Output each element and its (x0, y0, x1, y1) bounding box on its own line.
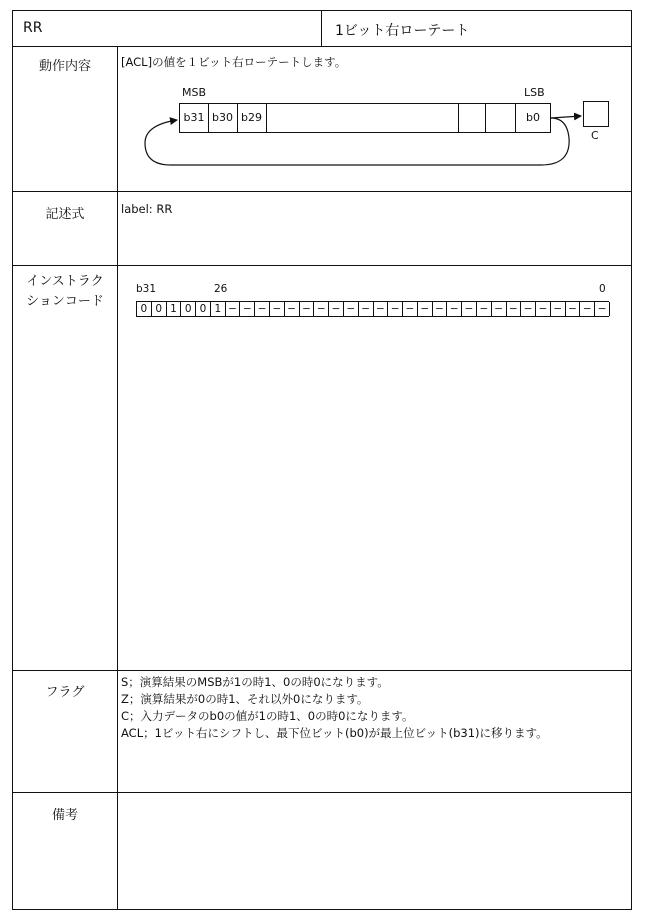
opcode-bit-cell: 0 (152, 302, 167, 316)
opcode-bit-cell: − (536, 302, 551, 316)
opcode-bit-cell: − (580, 302, 595, 316)
opcode-bit-cell: − (285, 302, 300, 316)
opcode-bit-cell: − (551, 302, 566, 316)
bit-label-b31: b31 (183, 111, 205, 124)
opcode-bit-cell: − (403, 302, 418, 316)
flag-z: Z；演算結果が0の時1、それ以外0になります。 (121, 692, 369, 706)
opcode-bit-cell: 0 (137, 302, 152, 316)
lsb-label: LSB (524, 86, 545, 99)
flags-list (121, 674, 548, 742)
opcode-bit-cell: − (521, 302, 536, 316)
opcode-bit-cell: − (344, 302, 359, 316)
opcode-bit-cell: − (359, 302, 374, 316)
opcode-bit-cell: − (595, 302, 610, 316)
header-bottom-rule (13, 46, 631, 47)
label-column-divider (117, 46, 118, 909)
syntax-label: 記述式 (45, 207, 85, 222)
marker-b31: b31 (136, 283, 157, 295)
carry-label: C (591, 129, 599, 142)
marker-0: 0 (599, 283, 606, 295)
flags-label: フラグ (45, 685, 85, 700)
syntax-bottom-rule (13, 265, 631, 266)
opcode-bit-cell: − (270, 302, 285, 316)
opcode-bit-cell: 1 (211, 302, 226, 316)
opcode-bit-cell: − (329, 302, 344, 316)
opcode-bit-cell: − (507, 302, 522, 316)
instruction-title: 1ビット右ローテート (335, 23, 470, 39)
mnemonic: RR (23, 20, 43, 36)
opcode-bit-cell: − (240, 302, 255, 316)
rotate-arrow-icon (131, 83, 621, 193)
instruction-label-line2: ションコード (26, 294, 104, 309)
instruction-bottom-rule (13, 670, 631, 671)
opcode-bit-cell: − (477, 302, 492, 316)
instruction-label-line1: インストラク (26, 274, 104, 289)
opcode-bit-cell: − (314, 302, 329, 316)
opcode-bit-cell: − (433, 302, 448, 316)
opcode-bit-cell: − (255, 302, 270, 316)
operation-description: [ACL]の値を１ビット右ローテートします。 (121, 55, 347, 69)
instruction-sheet (12, 10, 632, 910)
operation-bottom-rule (13, 191, 631, 192)
opcode-bit-cell: − (388, 302, 403, 316)
remarks-label: 備考 (51, 808, 78, 823)
bit-label-b30: b30 (212, 111, 233, 124)
opcode-bit-cell: 1 (167, 302, 182, 316)
opcode-bit-cell: 0 (196, 302, 211, 316)
opcode-bit-cell: − (374, 302, 389, 316)
flag-s: S；演算結果のMSBが1の時1、0の時0になります。 (121, 675, 389, 689)
operation-label: 動作内容 (38, 59, 91, 74)
flags-bottom-rule (13, 792, 631, 793)
opcode-bit-row (136, 301, 609, 317)
marker-26: 26 (214, 283, 228, 295)
msb-label: MSB (182, 86, 207, 99)
rotate-diagram (131, 83, 621, 193)
flag-acl: ACL；1ビット右にシフトし、最下位ビット(b0)が最上位ビット(b31)に移ります。 (121, 726, 548, 740)
header-divider (321, 11, 322, 46)
opcode-bit-cell: − (447, 302, 462, 316)
opcode-bit-cell: − (492, 302, 507, 316)
opcode-bit-cell: − (300, 302, 315, 316)
bit-label-b0: b0 (526, 111, 540, 124)
opcode-bit-cell: − (566, 302, 581, 316)
opcode-bit-cell: − (418, 302, 433, 316)
opcode-bit-cell: − (462, 302, 477, 316)
syntax-text: label: RR (121, 202, 173, 216)
opcode-bit-cell: − (226, 302, 241, 316)
opcode-bit-cell: 0 (181, 302, 196, 316)
bit-label-b29: b29 (241, 111, 262, 124)
flag-c: C；入力データのb0の値が1の時1、0の時0になります。 (121, 709, 414, 723)
